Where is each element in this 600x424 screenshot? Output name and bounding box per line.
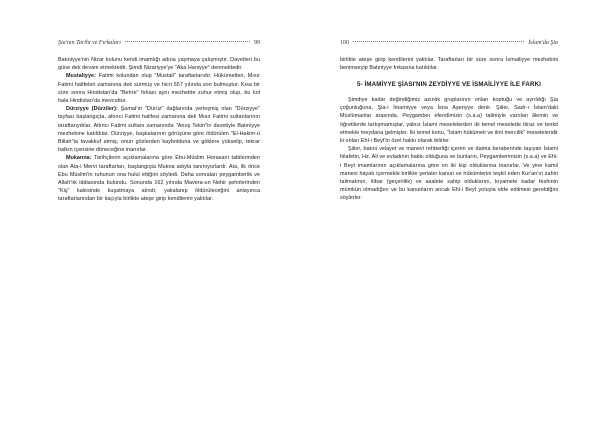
paragraph: Şiiler, batıni velayet ve manevi rehberliği içeren ve daima beraberinde taşıyan İslami hilafetin, Hz. Ali ve evladının hakkı olduğuna ve bunların, Peygamberimizin (s.a.a) ve Ehl-i Beyt imamlarının açıklamalarına göre on iki kişi olduklarına inanırlar. Ve yine kamil manevi hayatı içermekle birlikte şeriatın kanun ve hükümlerini teşkil eden Kur'an'ın zahiri talimatının, itibar (geçerlilik) ve asalete sahip olduklarını, kıyamete kadar feshinin mümkün olmadığını ve bu kanunların ancak Ehl-i Beyt yoluyla elde edilmesi gerektiğini söylerler. <box>340 146 558 202</box>
paragraph: Şimdiye kadar değindiğimiz azınlık gruplarının onları koptuğu ve ayrıldığı Şia çoğunluğuna, Şia-i İmamiyye veya İsna Aşeriyye denir. Şiiler, Sadr-ı İslam'daki Müslümanlar arasında, Peygamber efendimizin (s.a.a) talimiyle varolan âlemin ve öğretilerde tartışmamışlar, yalnız İslami meselelerden iki temel meselede itiraz ve tenkit etmekle meydana gelmişler. İki temel konu, "İslam hükümeti ve ilmi mercilik" meseleleridir ki onları Ehl-i Beyt'in özel hakkı olarak bilirler. <box>340 96 558 144</box>
left-body-text <box>58 56 260 204</box>
term-label: Dürziyye (Dürziler): <box>66 106 118 113</box>
term-label: Mustaliyye: <box>66 73 96 80</box>
leader-dots <box>125 41 250 42</box>
paragraph: Batıniyye'nin Nizar kolunu kendi imamlığı adına yaymaya çalışmıştır. Davetleri bu güne dek devam etmektedir. Şimdi Nizariyye'ye "Aka Haniyye" denmektedir. <box>58 57 260 72</box>
paragraph-mukanna: Mukanna: Tarihçilerin açıklamalarına göre Ebu-Müslim Horasani tabilerinden olan Ata-i Mervi taraftarları, başlangıçta Mukna adıyla tanınıyorlardı. Ata, ilk önce Ebu Müslim'in ruhunun ona hulul ettiğini söyledi. Daha sonraları peygamberlik ve Allah'lık iddiasında bulundu. Sonunda 162 yılında Mavera-un Nehir şehirlerinden "Kiş" kalesinde kuşatmaya alındı; yakalanıp öldürüleceğini anlayınca taraftarlarından bir kaçıyla birlikte ateşe girip kendilerini yaktılar. <box>58 155 260 203</box>
intro-paragraph: birlikte ateşe girip kendilerini yaktılar. Taraftarları bir süre sonra İsmailiyye mezhebini benimseyip Batıniyye fırkasına katıldılar. <box>340 57 558 72</box>
right-running-title: İslam'da Şia <box>528 40 558 46</box>
left-running-head <box>58 40 260 49</box>
paragraph-durziyye: Dürziyye (Dürziler): Şamat'ın "Dürüz" dağlarında yerleşmiş olan "Dürziyye" tayfası başlangıçta, altıncı Fatimi halifesi zamanına dek Mısır Fatimi sultanlarının taraftarıydılar. Altıncı Fatimi sultanı zamanında "Anuş Tekin"in davetiyle Batıniyye mezhebine katıldılar. Dürziyye, başkalarının görüşüne göre öldürülen "El-Hakim-ü Billah"ta tavakkuf etmiş, onun gözlerden kaybolduna ve göklere yükselip, tekrar halkın içerisine döneceğine inanırlar. <box>58 106 260 154</box>
left-running-title: Şia'nın Tarihi ve Fırkaları <box>58 40 121 46</box>
term-label: Mukanna: <box>66 155 92 162</box>
leader-dots <box>353 41 524 42</box>
left-page-number: 99 <box>254 40 260 46</box>
section-heading: 5- İMAMİYYE ŞİASI'NIN ZEYDİYYE VE İSMAİLİYYE İLE FARKI <box>357 81 541 89</box>
right-running-head <box>340 40 558 49</box>
paragraph-mustaliyye: Mustaliyye: Fatimi kolundan olup "Mustali" taraftarlarıdır. Hükümetleri, Mısır Fatimi halifeleri zamanına dek sürmüş ve hicri 557 yılında son bulmuştur. Kısa bir süre sonra Hindistan'da "Behre" fırkası aynı mezhebte zuhur etmiş olup, bu kol hala Hindistan'da mevcuttur. <box>58 73 260 105</box>
right-page <box>300 0 600 424</box>
right-page-number: 100 <box>340 40 349 46</box>
right-body-text <box>340 56 558 203</box>
